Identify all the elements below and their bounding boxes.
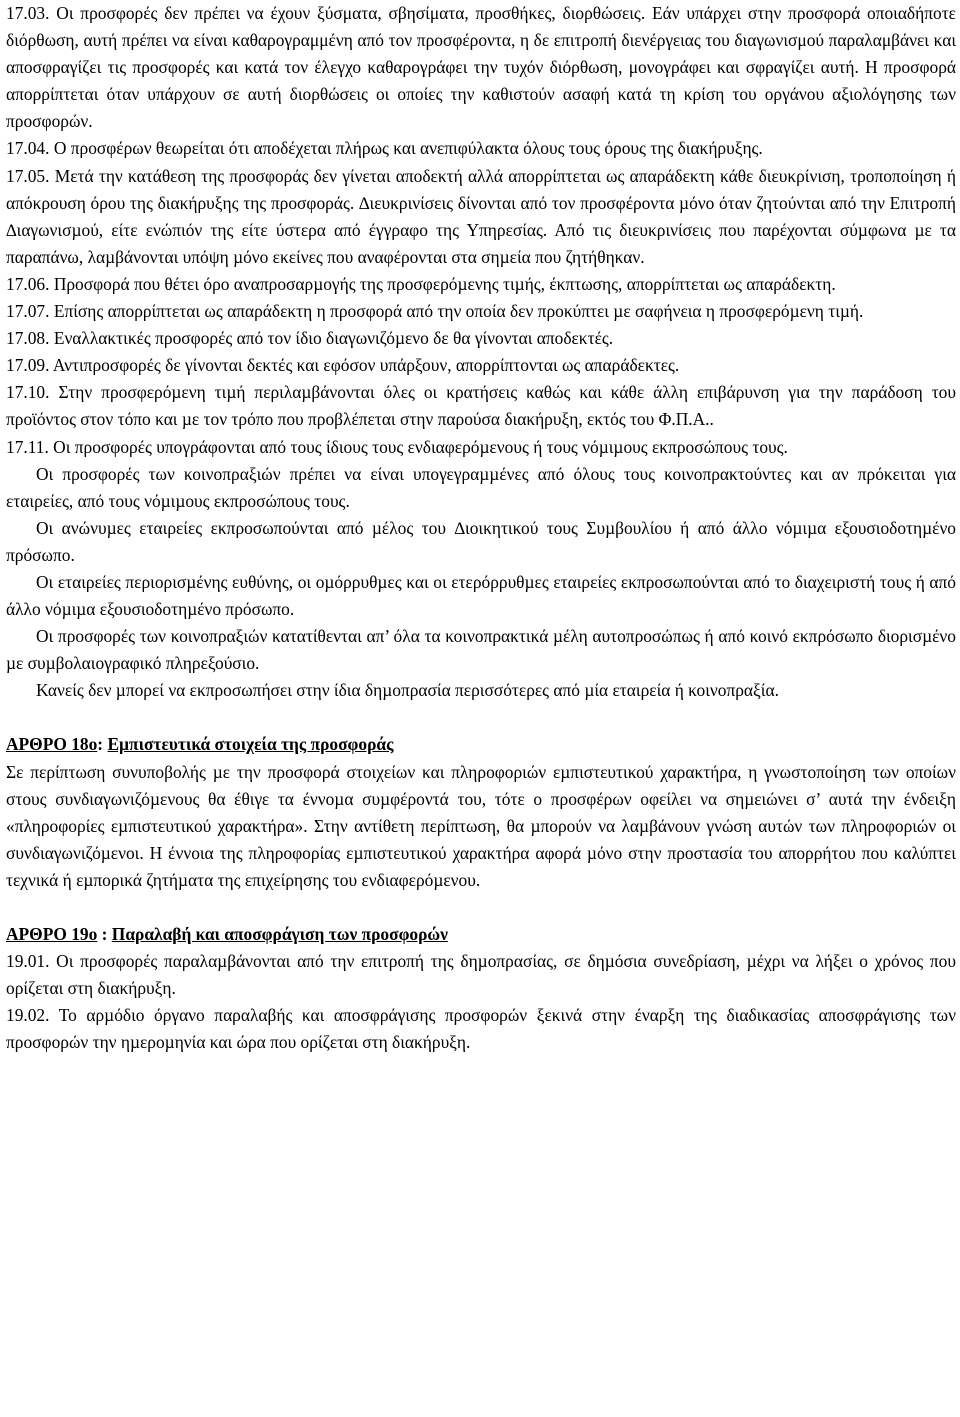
article-18-body: Σε περίπτωση συνυποβολής µε την προσφορά στοιχείων και πληροφοριών εµπιστευτικού χαρακτήρα, η γνωστοποίηση των οποίων στους συνδιαγωνιζόµενους θα έθιγε τα έννοµα συµφέροντά του, τότε ο προσφέρων οφείλει να σηµειώνει σ’ αυτά την ένδειξη «πληροφορίες εµπιστευτικού χαρακτήρα». Στην αντίθετη περίπτωση, θα µπορούν να λαµβάνουν γνώση αυτών των πληροφοριών οι συνδιαγωνιζόµενοι. Η έννοια της πληροφορίας εµπιστευτικού χαρακτήρα αφορά µόνο στην προστασία του απορρήτου που καλύπτει τεχνικά ή εµπορικά ζητήµατα της επιχείρησης του ενδιαφερόµενου.: [6, 761, 956, 890]
paragraph-consortia-submission: Οι προσφορές των κοινοπραξιών κατατίθενται απ’ όλα τα κοινοπρακτικά µέλη αυτοπροσώπως ή από κοινό εκπρόσωπο διορισµένο µε συµβολαιογραφικό πληρεξούσιο.: [6, 626, 956, 674]
paragraph-17-11: 17.11. Οι προσφορές υπογράφονται από τους ίδιους τους ενδιαφερόµενους ή τους νόµιµους εκπροσώπους τους.: [6, 436, 788, 457]
paragraph-17-07: 17.07. Επίσης απορρίπτεται ως απαράδεκτη η προσφορά από την οποία δεν προκύπτει µε σαφήνεια η προσφερόµενη τιµή.: [6, 301, 864, 322]
paragraph-ltd-representation: Οι εταιρείες περιορισµένης ευθύνης, οι οµόρρυθµες και οι ετερόρρυθµες εταιρείες εκπροσωπούνται από το διαχειριστή τους ή από άλλο νόµιµα εξουσιοδοτηµένο πρόσωπο.: [6, 571, 956, 620]
paragraph-17-05: 17.05. Μετά την κατάθεση της προσφοράς δεν γίνεται αποδεκτή αλλά απορρίπτεται ως απαράδεκτη κάθε διευκρίνιση, τροποποίηση ή απόκρουση όρου της διακήρυξης της προσφοράς. ∆ιευκρινίσεις δίνονται από τον προσφέροντα µόνο όταν ζητούνται από την Επιτροπή ∆ιαγωνισµού, είτε ενώπιόν της είτε ύστερα από έγγραφο της Υπηρεσίας. Από τις διευκρινίσεις που παρέχονται σύµφωνα µε τα παραπάνω, λαµβάνονται υπόψη µόνο εκείνες που αναφέρονται στα σηµεία που ζητήθηκαν.: [6, 165, 956, 267]
paragraph-17-03: 17.03. Οι προσφορές δεν πρέπει να έχουν ξύσματα, σβησίματα, προσθήκες, διορθώσεις. Εάν υπάρχει στην προσφορά οποιαδήποτε διόρθωση, αυτή πρέπει να είναι καθαρογραμμένη από τον προσφέροντα, η δε επιτροπή διενέργειας του διαγωνισμού παραλαμβάνει και αποσφραγίζει τις προσφορές και κατά τον έλεγχο καθαρογράφει την τυχόν διόρθωση, μονογράφει και σφραγίζει αυτή. Η προσφορά απορρίπτεται όταν υπάρχουν σε αυτή διορθώσεις οι οποίες την καθιστούν ασαφή κατά τη κρίση του οργάνου αξιολόγησης των προσφορών.: [6, 3, 956, 132]
section-spacer: [6, 894, 956, 921]
article-18-separator: :: [97, 734, 108, 755]
article-19-heading: [6, 921, 956, 948]
paragraph-19-01: 19.01. Οι προσφορές παραλαµβάνονται από την επιτροπή της δηµοπρασίας, σε δηµόσια συνεδρίαση, µέχρι να λήξει ο χρόνος που ορίζεται στη διακήρυξη.: [6, 951, 956, 999]
paragraph-19-02: 19.02. Το αρµόδιο όργανο παραλαβής και αποσφράγισης προσφορών ξεκινά στην έναρξη της διαδικασίας αποσφράγισης των προσφορών την ηµεροµηνία και ώρα που ορίζεται στη διακήρυξη.: [6, 1005, 956, 1053]
document-page: [6, 0, 956, 1056]
article-18-heading: [6, 731, 956, 758]
paragraph-17-04: 17.04. Ο προσφέρων θεωρείται ότι αποδέχεται πλήρως και ανεπιφύλακτα όλους τους όρους της διακήρυξης.: [6, 138, 763, 159]
article-19-title: Παραλαβή και αποσφράγιση των προσφορών: [111, 924, 448, 944]
section-spacer: [6, 704, 956, 731]
article-18-title: Εµπιστευτικά στοιχεία της προσφοράς: [107, 734, 394, 755]
paragraph-17-06: 17.06. Προσφορά που θέτει όρο αναπροσαρµογής της προσφερόµενης τιµής, έκπτωσης, απορρίπτεται ως απαράδεκτη.: [6, 273, 836, 294]
paragraph-17-08: 17.08. Εναλλακτικές προσφορές από τον ίδιο διαγωνιζόµενο δε θα γίνονται αποδεκτές.: [6, 328, 614, 349]
paragraph-17-10: 17.10. Στην προσφερόµενη τιµή περιλαµβάνονται όλες οι κρατήσεις καθώς και κάθε άλλη επιβάρυνση για την παράδοση του προϊόντος στον τόπο και µε τον τρόπο που προβλέπεται στην παρούσα διακήρυξη, εκτός του Φ.Π.Α..: [6, 382, 956, 430]
paragraph-single-representation: Κανείς δεν µπορεί να εκπροσωπήσει στην ίδια δηµοπρασία περισσότερες από µία εταιρεία ή κοινοπραξία.: [36, 680, 779, 701]
paragraph-17-09: 17.09. Αντιπροσφορές δε γίνονται δεκτές και εφόσον υπάρξουν, απορρίπτονται ως απαράδεκτες.: [6, 355, 680, 376]
paragraph-sa-representation: Οι ανώνυµες εταιρείες εκπροσωπούνται από µέλος του ∆ιοικητικού τους Συµβουλίου ή από άλλο νόµιµα εξουσιοδοτηµένο πρόσωπο.: [6, 517, 956, 565]
paragraph-consortia-signing: Οι προσφορές των κοινοπραξιών πρέπει να είναι υπογεγραµµένες από όλους τους κοινοπρακτούντες και αν πρόκειται για εταιρείες, από τους νόµιµους εκπροσώπους τους.: [6, 463, 956, 511]
article-19-separator: :: [97, 924, 112, 944]
article-19-number: ΑΡΘΡΟ 19ο: [6, 924, 98, 944]
article-18-number: ΑΡΘΡΟ 18ο: [6, 734, 98, 755]
